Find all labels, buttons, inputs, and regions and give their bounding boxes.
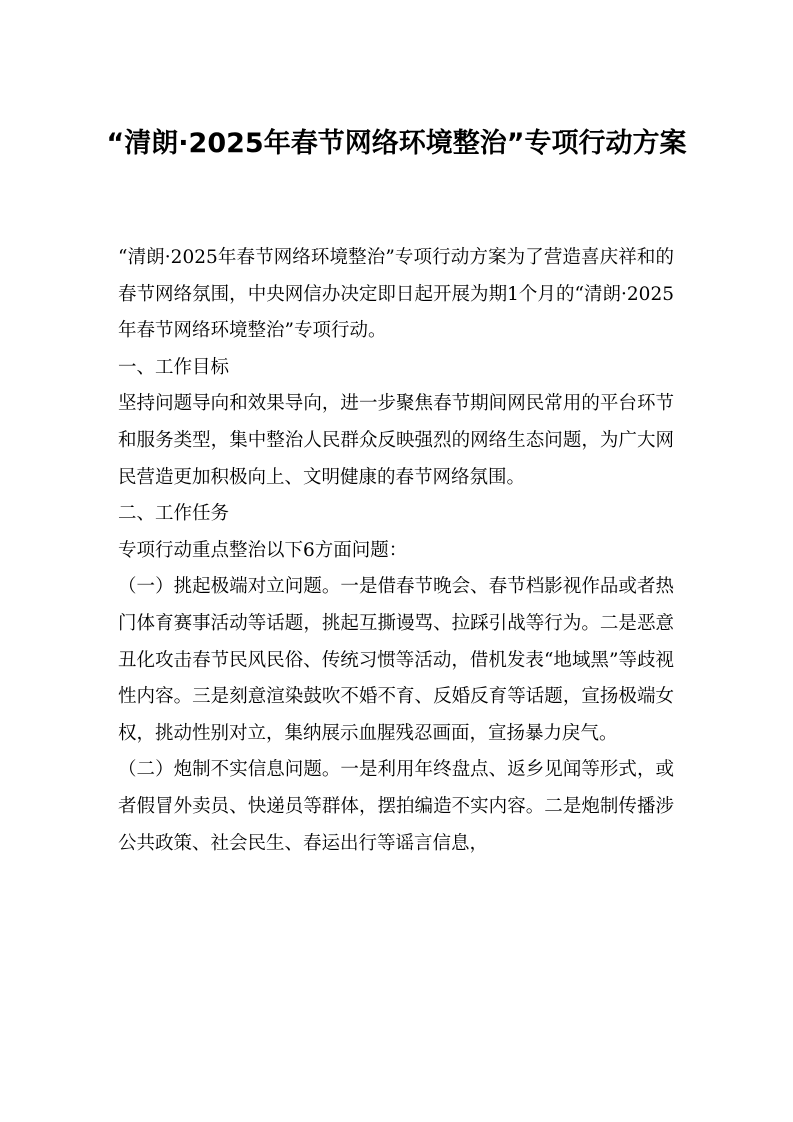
- task-item-2: （二）炮制不实信息问题。一是利用年终盘点、返乡见闻等形式，或者假冒外卖员、快递员等群体，摆拍编造不实内容。二是炮制传播涉公共政策、社会民生、春运出行等谣言信息，: [118, 759, 674, 854]
- section-heading-tasks: 二、工作任务: [118, 503, 230, 525]
- document-body: [118, 240, 674, 862]
- tasks-intro-paragraph: 专项行动重点整治以下6方面问题：: [118, 539, 408, 561]
- task-item-1: （一）挑起极端对立问题。一是借春节晚会、春节档影视作品或者热门体育赛事活动等话题，挑起互撕谩骂、拉踩引战等行为。二是恶意丑化攻击春节民风民俗、传统习惯等活动，借机发表“地域黑”等歧视性内容。三是刻意渲染鼓吹不婚不育、反婚反育等话题，宣扬极端女权，挑动性别对立，集纳展示血腥残忍画面，宣扬暴力戾气。: [118, 576, 674, 744]
- intro-paragraph: “清朗·2025年春节网络环境整治”专项行动方案为了营造喜庆祥和的春节网络氛围，中央网信办决定即日起开展为期1个月的“清朗·2025年春节网络环境整治”专项行动。: [118, 247, 674, 342]
- section-heading-goals: 一、工作目标: [118, 356, 230, 378]
- document-title: “清朗·2025年春节网络环境整治”专项行动方案: [106, 128, 687, 159]
- goals-paragraph: 坚持问题导向和效果导向，进一步聚焦春节期间网民常用的平台环节和服务类型，集中整治人民群众反映强烈的网络生态问题，为广大网民营造更加积极向上、文明健康的春节网络氛围。: [118, 393, 674, 488]
